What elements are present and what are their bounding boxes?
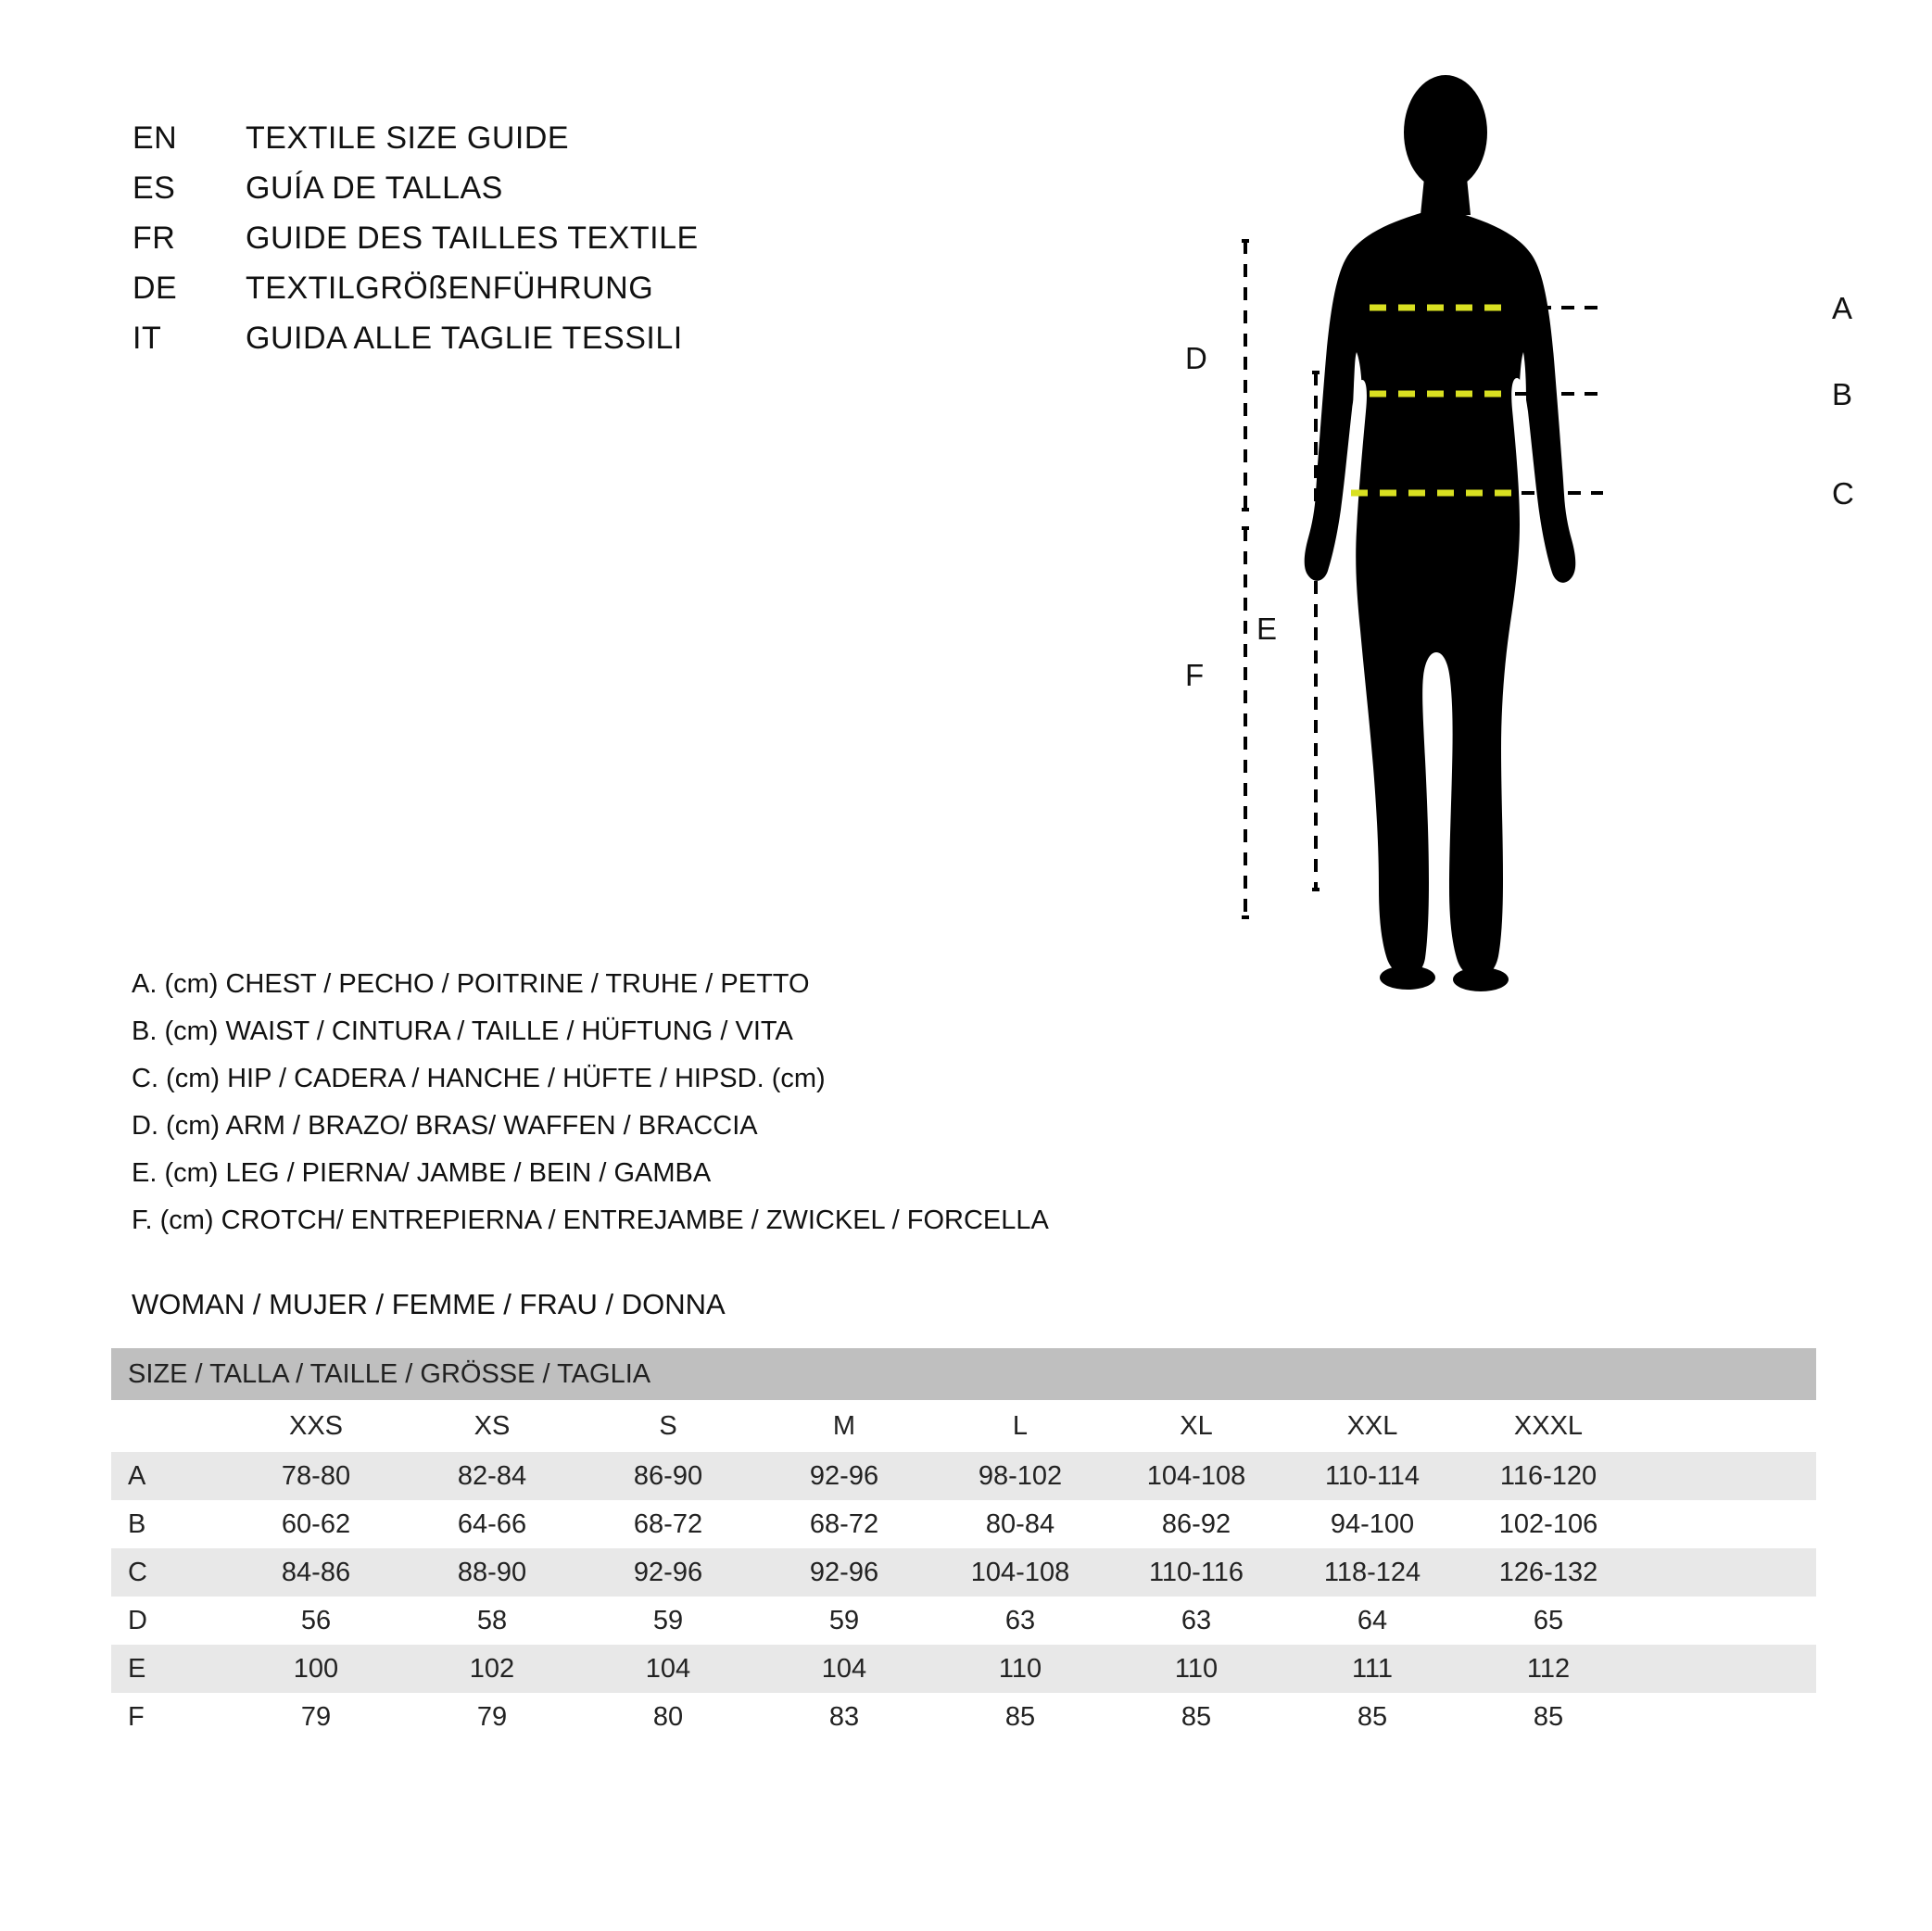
cell-a-xl: 104-108 bbox=[1108, 1452, 1284, 1500]
callout-label-a: A bbox=[1832, 291, 1853, 325]
table-header-band bbox=[111, 1348, 1816, 1400]
cell-f-xs: 79 bbox=[404, 1693, 580, 1741]
cell-b-xxs: 60-62 bbox=[228, 1500, 404, 1548]
title-row bbox=[133, 271, 874, 321]
cell-d-xl: 63 bbox=[1108, 1597, 1284, 1645]
callout-label-f: F bbox=[1185, 658, 1205, 692]
cell-e-l: 110 bbox=[932, 1645, 1108, 1693]
cell-d-s: 59 bbox=[580, 1597, 756, 1645]
size-col-s: S bbox=[580, 1400, 756, 1452]
title-row bbox=[133, 120, 874, 170]
title-lang-es: ES bbox=[133, 170, 176, 206]
title-text-it: GUIDA ALLE TAGLIE TESSILI bbox=[246, 321, 683, 356]
row-label-b: B bbox=[111, 1500, 228, 1548]
cell-f-xxxl: 85 bbox=[1460, 1693, 1636, 1741]
table-row bbox=[111, 1693, 1816, 1741]
title-lang-fr: FR bbox=[133, 221, 176, 256]
gender-label: WOMAN / MUJER / FEMME / FRAU / DONNA bbox=[132, 1288, 726, 1320]
title-text-es: GUÍA DE TALLAS bbox=[246, 170, 503, 206]
cell-c-m: 92-96 bbox=[756, 1548, 932, 1597]
cell-f-xxl: 85 bbox=[1284, 1693, 1460, 1741]
size-col-xxl: XXL bbox=[1284, 1400, 1460, 1452]
title-row bbox=[133, 170, 874, 221]
title-lang-en: EN bbox=[133, 120, 178, 156]
cell-e-xxs: 100 bbox=[228, 1645, 404, 1693]
cell-d-pad bbox=[1636, 1597, 1816, 1645]
size-col-xxxl: XXXL bbox=[1460, 1400, 1636, 1452]
size-col-xs: XS bbox=[404, 1400, 580, 1452]
cell-f-pad bbox=[1636, 1693, 1816, 1741]
title-lang-de: DE bbox=[133, 271, 178, 306]
cell-c-xl: 110-116 bbox=[1108, 1548, 1284, 1597]
cell-d-xs: 58 bbox=[404, 1597, 580, 1645]
sizes-row-pad bbox=[1636, 1400, 1816, 1452]
cell-d-xxl: 64 bbox=[1284, 1597, 1460, 1645]
cell-c-xs: 88-90 bbox=[404, 1548, 580, 1597]
cell-f-xl: 85 bbox=[1108, 1693, 1284, 1741]
table-row bbox=[111, 1500, 1816, 1548]
cell-b-pad bbox=[1636, 1500, 1816, 1548]
cell-d-l: 63 bbox=[932, 1597, 1108, 1645]
row-label-e: E bbox=[111, 1645, 228, 1693]
cell-b-m: 68-72 bbox=[756, 1500, 932, 1548]
legend-item-c: C. (cm) HIP / CADERA / HANCHE / HÜFTE / HIPSD. (cm) bbox=[132, 1064, 826, 1093]
sizes-row-corner bbox=[111, 1400, 228, 1452]
row-label-c: C bbox=[111, 1548, 228, 1597]
callout-label-c: C bbox=[1832, 476, 1854, 511]
legend-item-b: B. (cm) WAIST / CINTURA / TAILLE / HÜFTUNG / VITA bbox=[132, 1016, 793, 1046]
cell-a-xxxl: 116-120 bbox=[1460, 1452, 1636, 1500]
cell-b-s: 68-72 bbox=[580, 1500, 756, 1548]
cell-a-m: 92-96 bbox=[756, 1452, 932, 1500]
cell-e-xs: 102 bbox=[404, 1645, 580, 1693]
cell-f-m: 83 bbox=[756, 1693, 932, 1741]
legend-item-a: A. (cm) CHEST / PECHO / POITRINE / TRUHE / PETTO bbox=[132, 969, 810, 999]
size-col-xxs: XXS bbox=[228, 1400, 404, 1452]
cell-e-s: 104 bbox=[580, 1645, 756, 1693]
cell-d-xxs: 56 bbox=[228, 1597, 404, 1645]
cell-c-xxs: 84-86 bbox=[228, 1548, 404, 1597]
row-label-a: A bbox=[111, 1452, 228, 1500]
cell-e-xxl: 111 bbox=[1284, 1645, 1460, 1693]
size-col-l: L bbox=[932, 1400, 1108, 1452]
cell-c-pad bbox=[1636, 1548, 1816, 1597]
size-col-xl: XL bbox=[1108, 1400, 1284, 1452]
table-header-band-label: SIZE / TALLA / TAILLE / GRÖSSE / TAGLIA bbox=[111, 1348, 1816, 1400]
title-text-fr: GUIDE DES TAILLES TEXTILE bbox=[246, 221, 699, 256]
title-text-en: TEXTILE SIZE GUIDE bbox=[246, 120, 570, 156]
cell-c-l: 104-108 bbox=[932, 1548, 1108, 1597]
cell-d-xxxl: 65 bbox=[1460, 1597, 1636, 1645]
title-block bbox=[133, 120, 874, 371]
legend-block bbox=[132, 961, 1225, 1244]
row-label-f: F bbox=[111, 1693, 228, 1741]
row-label-d: D bbox=[111, 1597, 228, 1645]
cell-f-s: 80 bbox=[580, 1693, 756, 1741]
table-sizes-row bbox=[111, 1400, 1816, 1452]
cell-f-xxs: 79 bbox=[228, 1693, 404, 1741]
cell-b-l: 80-84 bbox=[932, 1500, 1108, 1548]
cell-e-xxxl: 112 bbox=[1460, 1645, 1636, 1693]
size-table bbox=[111, 1348, 1816, 1741]
cell-a-xxl: 110-114 bbox=[1284, 1452, 1460, 1500]
title-lang-it: IT bbox=[133, 321, 162, 356]
size-col-m: M bbox=[756, 1400, 932, 1452]
cell-a-xxs: 78-80 bbox=[228, 1452, 404, 1500]
cell-c-xxl: 118-124 bbox=[1284, 1548, 1460, 1597]
table-row bbox=[111, 1548, 1816, 1597]
callout-label-d: D bbox=[1185, 341, 1207, 375]
cell-a-l: 98-102 bbox=[932, 1452, 1108, 1500]
cell-a-pad bbox=[1636, 1452, 1816, 1500]
bracket-e bbox=[1312, 372, 1320, 890]
cell-a-xs: 82-84 bbox=[404, 1452, 580, 1500]
cell-e-xl: 110 bbox=[1108, 1645, 1284, 1693]
title-text-de: TEXTILGRÖßENFÜHRUNG bbox=[246, 271, 654, 306]
cell-d-m: 59 bbox=[756, 1597, 932, 1645]
table-row bbox=[111, 1597, 1816, 1645]
cell-c-s: 92-96 bbox=[580, 1548, 756, 1597]
woman-silhouette bbox=[1305, 75, 1576, 991]
legend-item-d: D. (cm) ARM / BRAZO/ BRAS/ WAFFEN / BRACCIA bbox=[132, 1111, 758, 1141]
cell-e-m: 104 bbox=[756, 1645, 932, 1693]
cell-b-xxl: 94-100 bbox=[1284, 1500, 1460, 1548]
title-row bbox=[133, 221, 874, 271]
cell-b-xs: 64-66 bbox=[404, 1500, 580, 1548]
bracket-d bbox=[1242, 241, 1249, 510]
cell-a-s: 86-90 bbox=[580, 1452, 756, 1500]
title-row bbox=[133, 321, 874, 371]
legend-item-e: E. (cm) LEG / PIERNA/ JAMBE / BEIN / GAMBA bbox=[132, 1158, 712, 1188]
cell-e-pad bbox=[1636, 1645, 1816, 1693]
table-row bbox=[111, 1452, 1816, 1500]
callout-label-b: B bbox=[1832, 377, 1853, 411]
measurement-diagram bbox=[1140, 74, 1900, 1186]
cell-c-xxxl: 126-132 bbox=[1460, 1548, 1636, 1597]
bracket-f bbox=[1242, 528, 1249, 917]
cell-b-xxxl: 102-106 bbox=[1460, 1500, 1636, 1548]
cell-b-xl: 86-92 bbox=[1108, 1500, 1284, 1548]
table-row bbox=[111, 1645, 1816, 1693]
cell-f-l: 85 bbox=[932, 1693, 1108, 1741]
legend-item-f: F. (cm) CROTCH/ ENTREPIERNA / ENTREJAMBE / ZWICKEL / FORCELLA bbox=[132, 1205, 1049, 1235]
callout-label-e: E bbox=[1256, 612, 1278, 646]
